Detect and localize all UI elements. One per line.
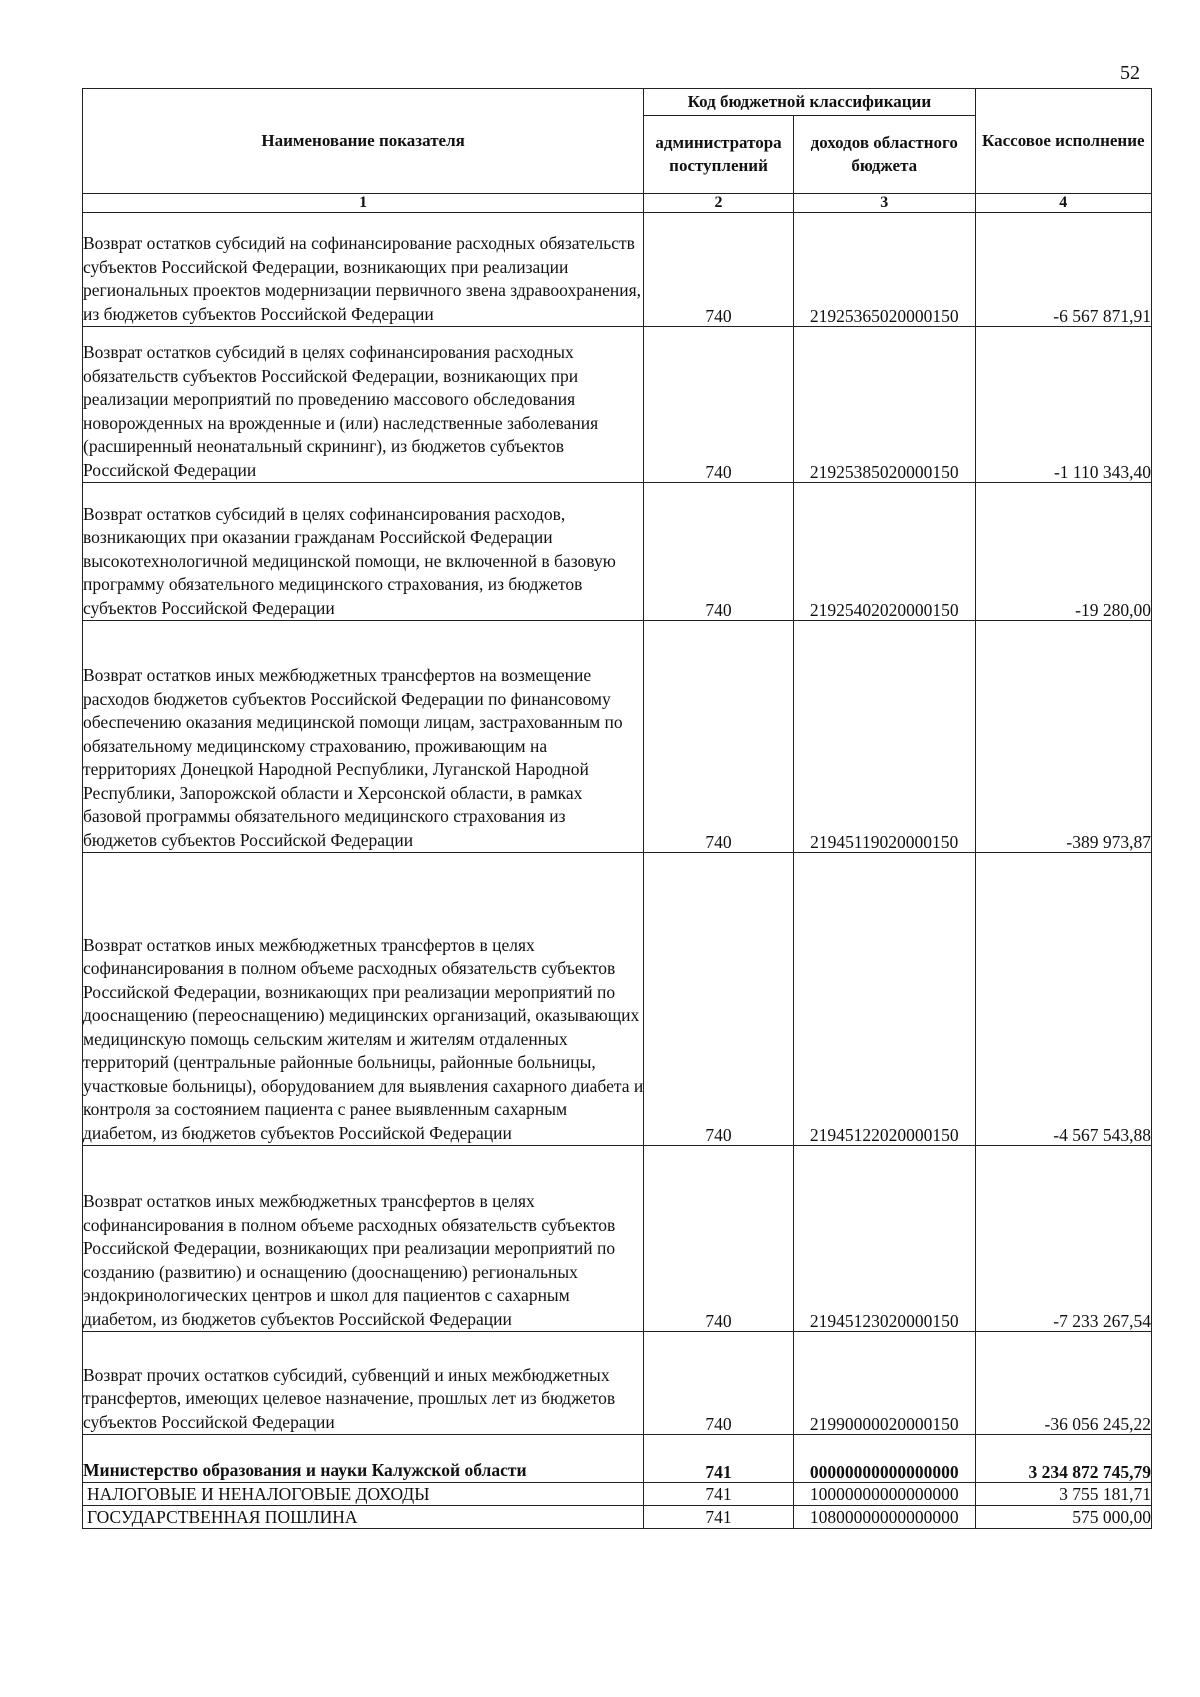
budget-execution-table (82, 88, 1152, 1529)
row-admin-code: 740 (644, 853, 794, 1146)
row-admin-code: 741 (644, 1506, 794, 1529)
table-row (83, 621, 1152, 853)
table-row (83, 1483, 1152, 1506)
row-amount: -6 567 871,91 (975, 213, 1151, 327)
row-admin-code: 740 (644, 1146, 794, 1332)
row-income-code: 21945123020000150 (793, 1146, 975, 1332)
row-amount: -19 280,00 (975, 483, 1151, 621)
row-admin-code: 741 (644, 1483, 794, 1506)
row-amount: -389 973,87 (975, 621, 1151, 853)
row-income-code: 00000000000000000 (793, 1435, 975, 1483)
row-name: Возврат остатков иных межбюджетных трансфертов в целях софинансирования в полном объеме расходных обязательств субъектов Российской Федерации, возникающих при реализации мероприятий по созданию (развитию) и оснащению (дооснащению) региональных эндокринологических центров и школ для пациентов с сахарным диабетом, из бюджетов субъектов Российской Федерации (83, 1146, 644, 1332)
row-amount: 575 000,00 (975, 1506, 1151, 1529)
row-income-code: 10800000000000000 (793, 1506, 975, 1529)
column-number-4: 4 (975, 194, 1151, 213)
row-amount: 3 755 181,71 (975, 1483, 1151, 1506)
page-number: 52 (1120, 62, 1140, 84)
row-name: Возврат прочих остатков субсидий, субвенций и иных межбюджетных трансфертов, имеющих целевое назначение, прошлых лет из бюджетов субъектов Российской Федерации (83, 1332, 644, 1435)
table-row (83, 1435, 1152, 1483)
table-row (83, 1506, 1152, 1529)
header-income-code: доходов областного бюджета (793, 116, 975, 194)
table-row (83, 1146, 1152, 1332)
row-amount: -1 110 343,40 (975, 327, 1151, 483)
row-income-code: 21990000020000150 (793, 1332, 975, 1435)
row-admin-code: 740 (644, 1332, 794, 1435)
row-name: ГОСУДАРСТВЕННАЯ ПОШЛИНА (83, 1506, 644, 1529)
header-admin-code: администратора поступлений (644, 116, 794, 194)
row-name: Возврат остатков субсидий в целях софинансирования расходных обязательств субъектов Российской Федерации, возникающих при реализации мероприятий по проведению массового обследования новорожденных на врожденные и (или) наследственные заболевания (расширенный неонатальный скрининг), из бюджетов субъектов Российской Федерации (83, 327, 644, 483)
row-name: НАЛОГОВЫЕ И НЕНАЛОГОВЫЕ ДОХОДЫ (83, 1483, 644, 1506)
row-income-code: 21945119020000150 (793, 621, 975, 853)
header-bk-code-group: Код бюджетной классификации (644, 89, 975, 116)
row-admin-code: 740 (644, 483, 794, 621)
row-name: Возврат остатков субсидий на софинансирование расходных обязательств субъектов Российской Федерации, возникающих при реализации региональных проектов модернизации первичного звена здравоохранения, из бюджетов субъектов Российской Федерации (83, 213, 644, 327)
row-income-code: 21945122020000150 (793, 853, 975, 1146)
row-amount: -4 567 543,88 (975, 853, 1151, 1146)
row-income-code: 21925385020000150 (793, 327, 975, 483)
table-row (83, 327, 1152, 483)
row-amount: -36 056 245,22 (975, 1332, 1151, 1435)
row-income-code: 21925402020000150 (793, 483, 975, 621)
row-admin-code: 740 (644, 327, 794, 483)
row-name: Министерство образования и науки Калужской области (83, 1435, 644, 1483)
table-row (83, 853, 1152, 1146)
table-row (83, 483, 1152, 621)
row-name: Возврат остатков иных межбюджетных трансфертов на возмещение расходов бюджетов субъектов Российской Федерации по финансовому обеспечению оказания медицинской помощи лицам, застрахованным по обязательному медицинскому страхованию, проживающим на территориях Донецкой Народной Республики, Луганской Народной Республики, Запорожской области и Херсонской области, в рамках базовой программы обязательного медицинского страхования из бюджетов субъектов Российской Федерации (83, 621, 644, 853)
table-row (83, 213, 1152, 327)
row-amount: 3 234 872 745,79 (975, 1435, 1151, 1483)
row-income-code: 21925365020000150 (793, 213, 975, 327)
row-name: Возврат остатков субсидий в целях софинансирования расходов, возникающих при оказании гражданам Российской Федерации высокотехнологичной медицинской помощи, не включенной в базовую программу обязательного медицинского страхования, из бюджетов субъектов Российской Федерации (83, 483, 644, 621)
column-number-1: 1 (83, 194, 644, 213)
row-amount: -7 233 267,54 (975, 1146, 1151, 1332)
row-admin-code: 740 (644, 621, 794, 853)
header-indicator-name: Наименование показателя (83, 89, 644, 194)
row-admin-code: 741 (644, 1435, 794, 1483)
row-income-code: 10000000000000000 (793, 1483, 975, 1506)
row-admin-code: 740 (644, 213, 794, 327)
column-number-2: 2 (644, 194, 794, 213)
column-number-3: 3 (793, 194, 975, 213)
row-name: Возврат остатков иных межбюджетных трансфертов в целях софинансирования в полном объеме расходных обязательств субъектов Российской Федерации, возникающих при реализации мероприятий по дооснащению (переоснащению) медицинских организаций, оказывающих медицинскую помощь сельским жителям и жителям отдаленных территорий (центральные районные больницы, районные больницы, участковые больницы), оборудованием для выявления сахарного диабета и контроля за состоянием пациента с ранее выявленным сахарным диабетом, из бюджетов субъектов Российской Федерации (83, 853, 644, 1146)
header-cash-execution: Кассовое исполнение (975, 89, 1151, 194)
table-row (83, 1332, 1152, 1435)
